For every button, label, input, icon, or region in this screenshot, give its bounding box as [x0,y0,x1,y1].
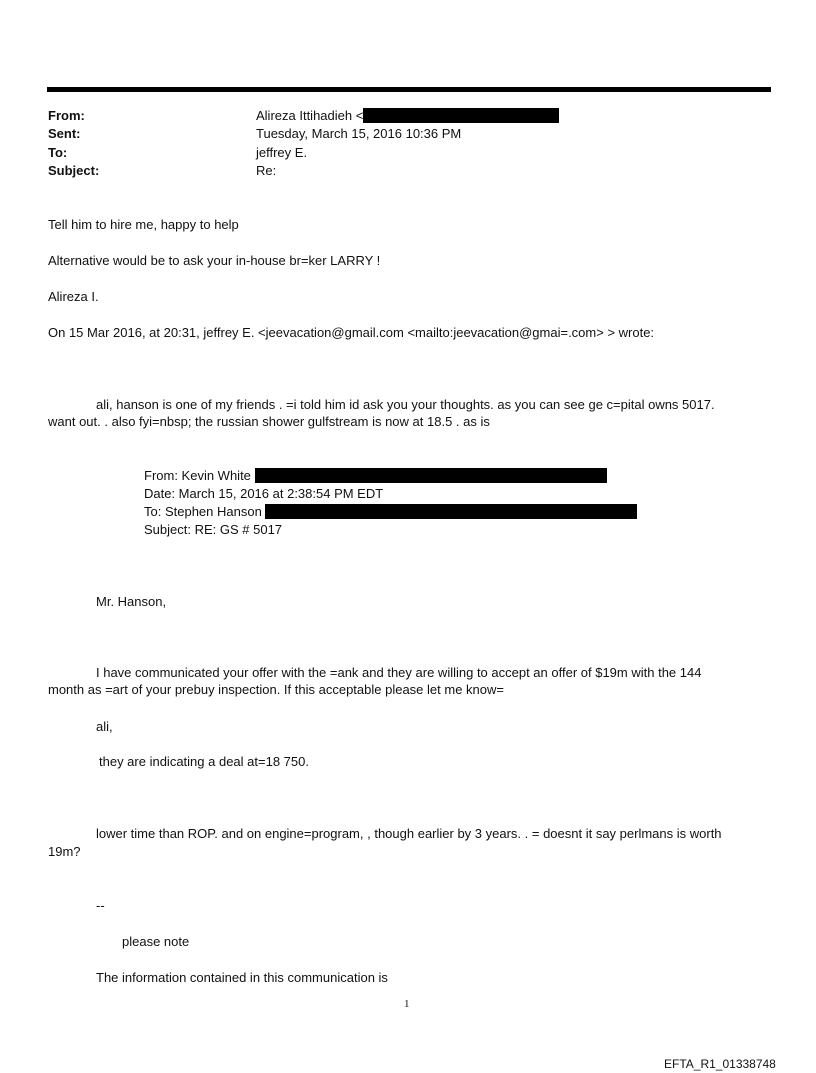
ali-paragraph-line2: want out. . also fyi=nbsp; the russian shower gulfstream is now at 18.5 . as is [48,414,490,429]
sender-name: Alireza Ittihadieh < [256,108,364,123]
body-line-hire: Tell him to hire me, happy to help [48,217,239,232]
page-number: 1 [404,998,410,1010]
lower-time-line2: 19m? [48,844,81,859]
redaction-bar [363,108,559,123]
from-label: From: [48,108,85,123]
redaction-bar [265,504,637,519]
to-value: jeffrey E. [256,145,308,160]
forwarded-to: To: Stephen Hanson [144,503,637,520]
info-line: The information contained in this communication is [96,970,388,985]
body-line-alternative: Alternative would be to ask your in-house br=ker LARRY ! [48,253,381,268]
deal-line: they are indicating a deal at=18 750. [99,754,309,769]
subject-label: Subject: [48,163,100,178]
quote-intro: On 15 Mar 2016, at 20:31, jeffrey E. <jeevacation@gmail.com <mailto:jeevacation@gmai=.com> > wrote: [48,325,655,340]
sent-value: Tuesday, March 15, 2016 10:36 PM [256,126,462,141]
please-note: please note [122,934,190,949]
forwarded-subject: Subject: RE: GS # 5017 [144,522,283,537]
salutation: Mr. Hanson, [96,594,167,609]
forwarded-from: From: Kevin White [144,467,607,484]
signature: Alireza I. [48,289,99,304]
offer-line1: I have communicated your offer with the =ank and they are willing to accept an offer of $19m with the 144 [96,665,702,680]
sent-label: Sent: [48,126,81,141]
lower-time-line1: lower time than ROP. and on engine=program, , though earlier by 3 years. . = doesnt it say perlmans is worth [96,826,722,841]
forwarded-date: Date: March 15, 2016 at 2:38:54 PM EDT [144,486,384,501]
offer-line2: month as =art of your prebuy inspection. If this acceptable please let me know= [48,682,504,697]
to-label: To: [48,145,68,160]
ali-line: ali, [96,719,113,734]
from-value [256,107,559,125]
ali-paragraph-line1: ali, hanson is one of my friends . =i told him id ask you your thoughts. as you can see ge c=pital owns 5017. [96,397,715,412]
document-id: EFTA_R1_01338748 [664,1057,776,1071]
header-rule [47,87,771,92]
redaction-bar [255,468,607,483]
subject-value: Re: [256,163,277,178]
signature-dashes: -- [96,898,105,913]
